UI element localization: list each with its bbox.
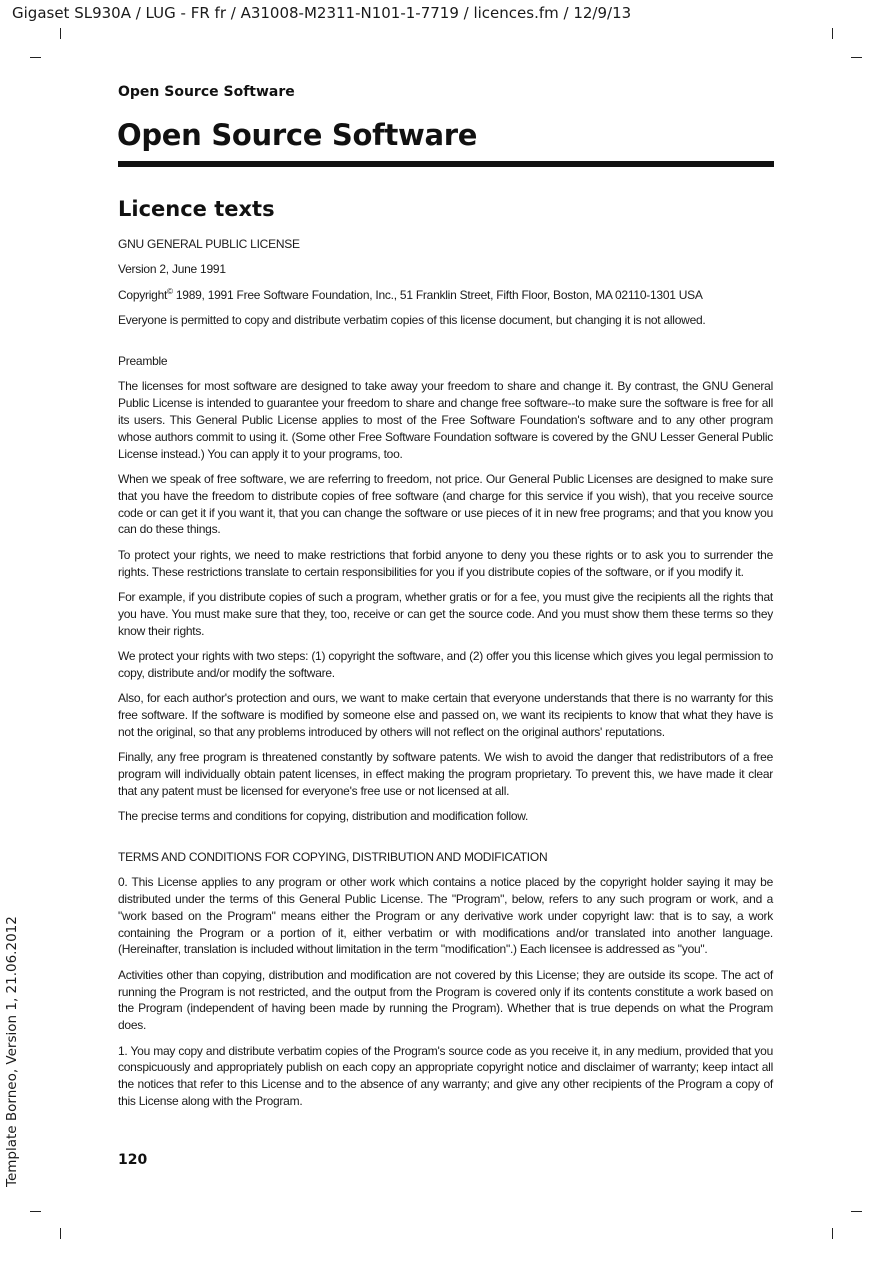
crop-mark-top-right-horizontal xyxy=(851,57,862,58)
license-version: Version 2, June 1991 xyxy=(118,262,226,277)
crop-mark-bottom-right-vertical xyxy=(832,1228,833,1239)
title-rule xyxy=(118,161,774,167)
running-head: Open Source Software xyxy=(118,84,295,100)
crop-mark-top-left-vertical xyxy=(60,28,61,39)
crop-mark-top-left-horizontal xyxy=(30,57,41,58)
template-side-note: Template Borneo, Version 1, 21.06.2012 xyxy=(4,916,20,1187)
terms-heading: TERMS AND CONDITIONS FOR COPYING, DISTRIBUTION AND MODIFICATION xyxy=(118,849,548,864)
license-body xyxy=(118,236,773,1118)
copyright-line xyxy=(118,287,773,304)
preamble-paragraph-8: The precise terms and conditions for copying, distribution and modification follow. xyxy=(118,809,529,824)
copyright-word: Copyright xyxy=(118,287,168,302)
page-number: 120 xyxy=(118,1152,148,1168)
document-header: Gigaset SL930A / LUG - FR fr / A31008-M2311-N101-1-7719 / licences.fm / 12/9/13 xyxy=(12,4,632,22)
crop-mark-bottom-left-vertical xyxy=(60,1228,61,1239)
crop-mark-bottom-right-horizontal xyxy=(851,1211,862,1212)
crop-mark-bottom-left-horizontal xyxy=(30,1211,41,1212)
crop-mark-top-right-vertical xyxy=(832,28,833,39)
preamble-paragraph-5: We protect your rights with two steps: (1) copyright the software, and (2) offer you this license which gives you legal permission to copy, distribute and/or modify the software. xyxy=(118,648,773,680)
copyright-symbol: © xyxy=(167,286,173,296)
preamble-paragraph-3: To protect your rights, we need to make restrictions that forbid anyone to deny you these rights or to ask you to surrender the rights. These restrictions translate to certain responsibilities for you if you distribute copies of the software, or if you modify it. xyxy=(118,547,773,579)
license-name: GNU GENERAL PUBLIC LICENSE xyxy=(118,237,300,251)
permission-paragraph: Everyone is permitted to copy and distribute verbatim copies of this license document, but changing it is not allowed. xyxy=(118,313,706,328)
page-title: Open Source Software xyxy=(117,118,478,152)
term-0-paragraph: 0. This License applies to any program or other work which contains a notice placed by the copyright holder saying it may be distributed under the terms of this General Public License. The "Program", below, refers to any such program or work, and a "work based on the Program" means either the Program or any derivative work under copyright law: that is to say, a work containing the Program or a portion of it, either verbatim or with modifications and/or translated into another language. (Hereinafter, translation is included without limitation in the term "modification".) Each licensee is addressed as "you". xyxy=(118,875,773,957)
preamble-paragraph-7: Finally, any free program is threatened constantly by software patents. We wish to avoid the danger that redistributors of a free program will individually obtain patent licenses, in effect making the program proprietary. To prevent this, we have made it clear that any patent must be licensed for everyone's free use or not licensed at all. xyxy=(118,750,773,798)
section-heading: Licence texts xyxy=(118,197,275,221)
preamble-paragraph-4: For example, if you distribute copies of such a program, whether gratis or for a fee, you must give the recipients all the rights that you have. You must make sure that they, too, receive or can get the source code. And you must show them these terms so they know their rights. xyxy=(118,589,773,638)
preamble-heading: Preamble xyxy=(118,353,168,368)
term-0-activities-paragraph: Activities other than copying, distribution and modification are not covered by this License; they are outside its scope. The act of running the Program is not restricted, and the output from the Program is covered only if its contents constitute a work based on the Program (independent of having been made by running the Program). Whether that is true depends on what the Program does. xyxy=(118,967,773,1033)
copyright-rest: 1989, 1991 Free Software Foundation, Inc., 51 Franklin Street, Fifth Floor, Boston, MA 02110-1301 USA xyxy=(172,287,703,302)
preamble-paragraph-1: The licenses for most software are designed to take away your freedom to share and change it. By contrast, the GNU General Public License is intended to guarantee your freedom to share and change free software--to make sure the software is free for all its users. This General Public License applies to most of the Free Software Foundation's software and to any other program whose authors commit to using it. (Some other Free Software Foundation software is covered by the GNU Lesser General Public License instead.) You can apply it to your programs, too. xyxy=(118,379,773,461)
preamble-paragraph-2: When we speak of free software, we are referring to freedom, not price. Our General Public Licenses are designed to make sure that you have the freedom to distribute copies of free software (and charge for this service if you wish), that you receive source code or can get it if you want it, that you can change the software or use pieces of it in new free programs; and that you know you can do these things. xyxy=(118,471,773,537)
term-1-paragraph: 1. You may copy and distribute verbatim copies of the Program's source code as you receive it, in any medium, provided that you conspicuously and appropriately publish on each copy an appropriate copyright notice and disclaimer of warranty; keep intact all the notices that refer to this License and to the absence of any warranty; and give any other recipients of the Program a copy of this License along with the Program. xyxy=(118,1043,773,1108)
preamble-paragraph-6: Also, for each author's protection and ours, we want to make certain that everyone understands that there is no warranty for this free software. If the software is modified by someone else and passed on, we want its recipients to know that what they have is not the original, so that any problems introduced by others will not reflect on the original authors' reputations. xyxy=(118,691,773,739)
